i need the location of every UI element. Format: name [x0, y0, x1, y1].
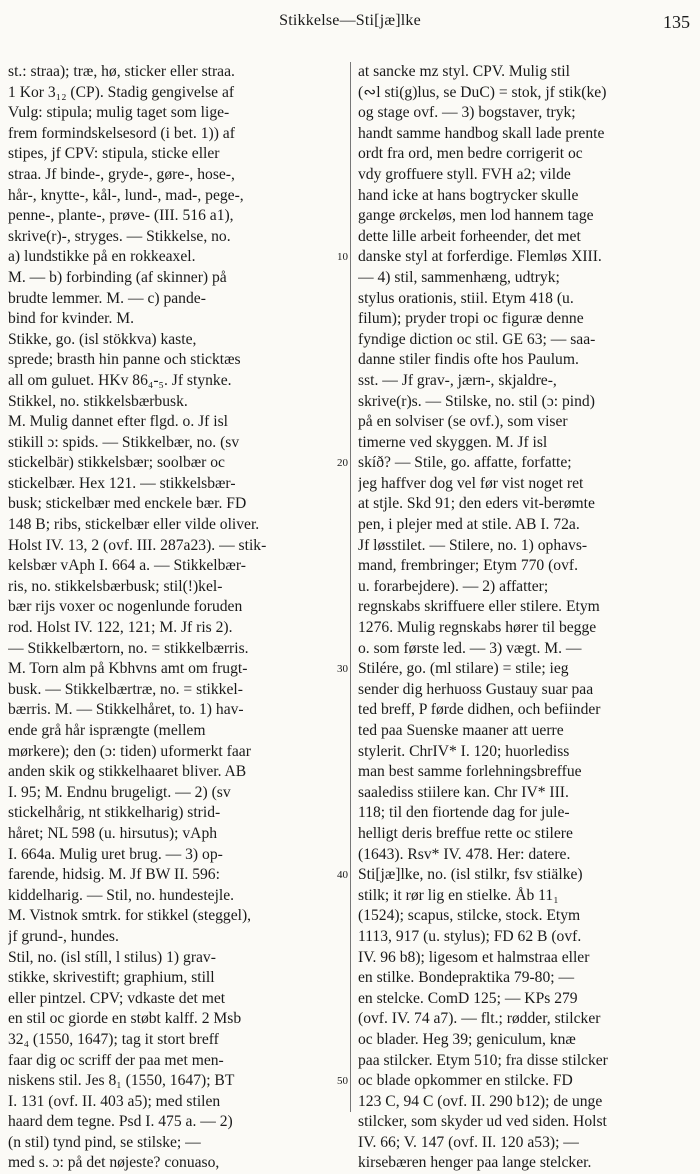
text-line: Stilére, go. (ml stilare) = stile; ieg — [358, 660, 569, 678]
text-line: kelsbær vAph I. 664 a. — Stikkelbær- — [8, 557, 246, 575]
text-line: håret; NL 598 (u. hirsutus); vAph — [8, 824, 218, 842]
text-line: dette lille arbeit forheender, det met — [358, 227, 581, 245]
text-line: — Stikkelbærtorn, no. = stikkelbærris. — [8, 639, 249, 657]
line-number: 50 — [337, 1075, 348, 1088]
text-line: sender dig herhuoss Gustauy suar paa — [358, 680, 594, 698]
text-line: bind for kvinder. M. — [8, 310, 135, 328]
text-line: faar dig oc scriff der paa met men- — [8, 1051, 224, 1069]
text-line: eller pintzel. CPV; vdkaste det met — [8, 989, 226, 1007]
running-title: Stikkelse—Sti[jæ]lke — [279, 12, 421, 29]
text-line: I. 95; M. Endnu brugeligt. — 2) (sv — [8, 783, 231, 801]
text-line: stylerit. ChrIV* I. 120; huorlediss — [358, 742, 570, 760]
text-line: o. som første led. — 3) vægt. M. — — [358, 639, 582, 657]
text-line: hand icke at hans bogtrycker skulle — [358, 186, 579, 204]
text-line: timerne ved skyggen. M. Jf isl — [358, 433, 548, 451]
text-line: på en solviser (se ovf.), som viser — [358, 413, 568, 431]
text-line: stylus orationis, stiil. Etym 418 (u. — [358, 289, 574, 307]
text-line: 1113, 917 (u. stylus); FD 62 B (ovf. — [358, 927, 582, 945]
text-line: (n stil) tynd pind, se stilske; — — [8, 1133, 201, 1151]
text-line: a) lundstikke på en rokkeaxel. — [8, 248, 196, 266]
text-line: stickelhårig, nt stikkelharig) strid- — [8, 804, 221, 822]
text-line: Vulg: stipula; mulig taget som lige- — [8, 104, 230, 122]
text-line: saalediss stiilere kan. Chr IV* III. — [358, 783, 569, 801]
text-line: IV. 66; V. 147 (ovf. II. 120 a53); — — [358, 1133, 579, 1151]
text-line: st.: straa); træ, hø, sticker eller straa. — [8, 63, 235, 80]
text-line: stikke, skrivestift; graphium, still — [8, 969, 215, 987]
text-line: oc blader. Heg 39; geniculum, knæ — [358, 1030, 576, 1048]
text-line: at stjle. Skd 91; den eders vit-berømte — [358, 495, 595, 513]
text-line: paa stilcker. Etym 510; fra disse stilcker — [358, 1051, 608, 1069]
text-line: Jf løsstilet. — Stilere, no. 1) ophavs- — [358, 536, 588, 554]
text-line: stickelbær. Hex 121. — stikkelsbær- — [8, 474, 236, 492]
text-line: en stilke. Bondepraktika 79-80; — — [358, 969, 575, 987]
text-line: stickelbär) stikkelsbær; soolbær oc — [8, 454, 225, 472]
page-header — [0, 12, 700, 42]
text-line: (1643). Rsv* IV. 478. Her: datere. — [358, 845, 571, 863]
text-line: stikill ɔ: spids. — Stikkelbær, no. (sv — [8, 433, 240, 451]
text-line: jf grund-, hundes. — [8, 927, 119, 945]
text-line: ted breff, P førde didhen, och befiinder — [358, 701, 601, 719]
text-line: kirsebæren henger paa lange stelcker. — [358, 1154, 592, 1172]
text-line: (ovf. IV. 74 a7). — flt.; rødder, stilcker — [358, 1010, 601, 1028]
text-line: straa. Jf binde-, gryde-, gøre-, hose-, — [8, 165, 235, 183]
text-line: Sti[jæ]lke, no. (isl stilkr, fsv stiälke) — [358, 866, 583, 884]
text-line: stilcker, som skyder ud ved siden. Holst — [358, 1113, 607, 1131]
text-line: stipes, jf CPV: stipula, sticke eller — [8, 145, 220, 163]
text-line: 123 C, 94 C (ovf. II. 290 b12); de unge — [358, 1092, 603, 1110]
text-line: vdy groffuere styll. FVH a2; vilde — [358, 165, 571, 183]
text-line: en stil oc giorde en støbt kalff. 2 Msb — [8, 1010, 242, 1028]
text-line: helligt deris breffue rette oc stilere — [358, 824, 573, 842]
text-line: handt samme handbog skall lade prente — [358, 124, 605, 142]
text-line: 148 B; ribs, stickelbær eller vilde oliver. — [8, 516, 260, 534]
text-line: 118; til den fiortende dag for jule- — [358, 804, 570, 822]
text-line: at sancke mz styl. CPV. Mulig stil — [358, 63, 570, 80]
text-line: en stelcke. ComD 125; — KPs 279 — [358, 989, 578, 1007]
text-line: rod. Holst IV. 122, 121; M. Jf ris 2). — [8, 619, 233, 637]
text-line: farende, hidsig. M. Jf BW II. 596: — [8, 866, 220, 884]
text-line: I. 664a. Mulig uret brug. — 3) op- — [8, 845, 223, 863]
text-line: pen, i plejer med at stile. AB I. 72a. — [358, 516, 580, 534]
text-line: all om guluet. HKv 86₄-₅. Jf stynke. — [8, 371, 232, 389]
text-line: danske styl at forferdige. Flemløs XIII. — [358, 248, 602, 266]
text-line: sst. — Jf grav-, jærn-, skjaldre-, — [358, 371, 557, 389]
text-line: Stikke, go. (isl stökkva) kaste, — [8, 330, 197, 348]
left-column — [8, 62, 343, 1174]
text-line: ende grå hår isprængte (mellem — [8, 722, 206, 739]
text-line: regnskabs skriffuere eller stilere. Etym — [358, 598, 600, 616]
text-line: skrive(r)-, stryges. — Stikkelse, no. — [8, 227, 231, 245]
text-line: gange ørckeløs, men lod hannem tage — [358, 207, 594, 225]
text-line: niskens stil. Jes 8₁ (1550, 1647); BT — [8, 1072, 235, 1090]
right-column — [358, 62, 692, 1174]
text-line: man best samme forlehningsbreffue — [358, 763, 582, 781]
line-number: 30 — [337, 663, 348, 676]
text-line: 1276. Mulig regnskabs hører til begge — [358, 619, 597, 637]
text-line: fyndige diction oc stil. GE 63; — saa- — [358, 330, 596, 348]
text-line: (1524); scapus, stilcke, stock. Etym — [358, 907, 581, 925]
text-line: oc blade opkommer en stilcke. FD — [358, 1072, 573, 1090]
text-line: penne-, plante-, prøve- (III. 516 a1), — [8, 207, 234, 225]
text-line: ordt fra ord, men bedre corrigerit oc — [358, 145, 583, 163]
line-number: 10 — [337, 251, 348, 264]
page-number: 135 — [663, 12, 690, 32]
text-line: og stage ovf. — 3) bogstaver, tryk; — [358, 104, 576, 122]
text-line: IV. 96 b8); ligesom et halmstraa eller — [358, 948, 590, 966]
text-line: busk; stickelbær med enckele bær. FD — [8, 495, 247, 513]
text-line: I. 131 (ovf. II. 403 a5); med stilen — [8, 1092, 221, 1110]
text-line: busk. — Stikkelbærtræ, no. = stikkel- — [8, 680, 243, 698]
text-line: hår-, knytte-, kål-, lund-, mad-, pege-, — [8, 186, 244, 204]
text-line: jeg haffver dog vel før vist noget ret — [358, 474, 584, 492]
text-line: M. — b) forbinding (af skinner) på — [8, 268, 227, 286]
text-line: mørkere); den (ɔ: tiden) uformerkt faar — [8, 742, 251, 760]
text-line: Stikkel, no. stikkelsbærbusk. — [8, 392, 188, 410]
text-line: med s. ɔ: på det nøjeste? conuaso, — [8, 1154, 220, 1172]
line-number: 40 — [337, 869, 348, 882]
text-line: ted paa Suenske maaner att uerre — [358, 722, 564, 739]
text-line: 1 Kor 3₁₂ (CP). Stadig gengivelse af — [8, 83, 235, 101]
text-line: ris, no. stikkelsbærbusk; stil(!)kel- — [8, 577, 223, 595]
text-line: danne stiler findis ofte hos Paulum. — [358, 351, 579, 369]
text-line: M. Vistnok smtrk. for stikkel (steggel), — [8, 907, 252, 925]
line-number: 20 — [337, 457, 348, 470]
text-line: 32₄ (1550, 1647); tag it stort breff — [8, 1030, 219, 1048]
text-line: (∾l sti(g)lus, se DuC) = stok, jf stik(ke) — [358, 83, 607, 101]
text-line: skíð? — Stile, go. affatte, forfatte; — [358, 454, 572, 472]
text-line: Stil, no. (isl stíll, l stilus) 1) grav- — [8, 948, 216, 966]
text-line: u. forarbejdere). — 2) affatter; — [358, 577, 549, 595]
text-line: kiddelharig. — Stil, no. hundestejle. — [8, 886, 235, 904]
text-line: skrive(r)s. — Stilske, no. stil (ɔ: pind) — [358, 392, 595, 410]
text-line: filum); pryder tropi oc figuræ denne — [358, 310, 584, 328]
text-line: haard dem tegne. Psd I. 475 a. — 2) — [8, 1113, 233, 1131]
text-line: anden skik og stikkelhaaret bliver. AB — [8, 763, 247, 781]
text-line: M. Torn alm på Kbhvns amt om frugt- — [8, 660, 248, 678]
text-line: Holst IV. 13, 2 (ovf. III. 287a23). — stik- — [8, 536, 267, 554]
column-divider — [350, 62, 351, 1112]
text-line: bær rijs voxer oc nogenlunde foruden — [8, 598, 243, 616]
text-line: stilk; it rør lig en stielke. Åb 11₁ — [358, 886, 559, 904]
text-line: mand, frembringer; Etym 770 (ovf. — [358, 557, 578, 575]
text-line: sprede; brasth hin panne och sticktæs — [8, 351, 241, 369]
text-line: M. Mulig dannet efter flgd. o. Jf isl — [8, 413, 229, 431]
text-line: brudte lemmer. M. — c) pande- — [8, 289, 206, 307]
text-line: frem formindskelsesord (i bet. 1)) af — [8, 124, 235, 142]
text-line: — 4) stil, sammenhæng, udtryk; — [358, 268, 560, 286]
text-line: bærris. M. — Stikkelhåret, to. 1) hav- — [8, 701, 244, 719]
